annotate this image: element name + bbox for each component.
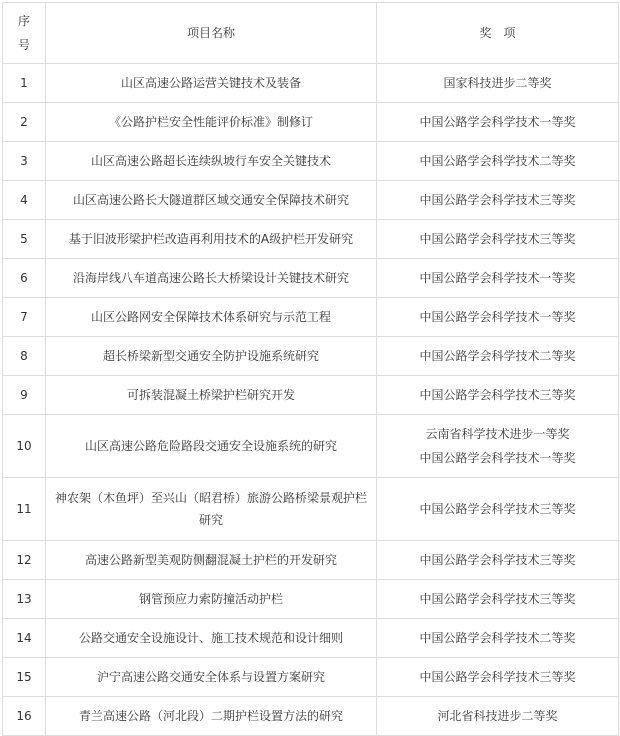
table-row [3, 580, 619, 619]
award-cell [377, 619, 619, 658]
award-cell [377, 697, 619, 736]
award-text: 中国公路学会科学技术一等奖 [419, 451, 576, 465]
project-name: 沿海岸线八车道高速公路长大桥梁设计关键技术研究 [46, 259, 377, 298]
project-name: 基于旧波形梁护栏改造再利用技术的A级护栏开发研究 [46, 220, 377, 259]
award-cell [377, 658, 619, 697]
project-name: 山区公路网安全保障技术体系研究与示范工程 [46, 298, 377, 337]
project-name: 高速公路新型美观防侧翻混凝土护栏的开发研究 [46, 541, 377, 580]
row-number: 13 [3, 580, 46, 619]
table-row [3, 64, 619, 103]
award-cell [377, 298, 619, 337]
award-cell [377, 541, 619, 580]
row-number: 15 [3, 658, 46, 697]
header-award: 奖 项 [377, 3, 619, 64]
project-name: 沪宁高速公路交通安全体系与设置方案研究 [46, 658, 377, 697]
project-name: 青兰高速公路（河北段）二期护栏设置方法的研究 [46, 697, 377, 736]
award-cell [377, 64, 619, 103]
table-row [3, 259, 619, 298]
award-cell [377, 337, 619, 376]
award-cell [377, 580, 619, 619]
award-cell [377, 259, 619, 298]
header-no-line2: 号 [17, 38, 30, 52]
table-row [3, 619, 619, 658]
row-number: 4 [3, 181, 46, 220]
table-header [3, 3, 619, 64]
award-text: 中国公路学会科学技术三等奖 [419, 502, 576, 516]
award-cell [377, 103, 619, 142]
project-name: 山区高速公路运营关键技术及装备 [46, 64, 377, 103]
table-row [3, 220, 619, 259]
project-name: 公路交通安全设施设计、施工技术规范和设计细则 [46, 619, 377, 658]
row-number: 6 [3, 259, 46, 298]
award-text: 中国公路学会科学技术二等奖 [419, 154, 576, 168]
row-number: 1 [3, 64, 46, 103]
award-text: 中国公路学会科学技术二等奖 [419, 631, 576, 645]
table-row [3, 142, 619, 181]
row-number: 10 [3, 415, 46, 478]
row-number: 12 [3, 541, 46, 580]
award-text: 中国公路学会科学技术一等奖 [419, 115, 576, 129]
project-name: 《公路护栏安全性能评价标准》制修订 [46, 103, 377, 142]
award-cell [377, 142, 619, 181]
header-no [3, 3, 46, 64]
row-number: 2 [3, 103, 46, 142]
project-name: 钢管预应力索防撞活动护栏 [46, 580, 377, 619]
award-text: 中国公路学会科学技术三等奖 [419, 553, 576, 567]
award-text: 云南省科学技术进步一等奖 [425, 427, 570, 441]
awards-table [2, 2, 619, 736]
award-cell [377, 376, 619, 415]
table-row [3, 478, 619, 541]
row-number: 11 [3, 478, 46, 541]
project-name: 山区高速公路危险路段交通安全设施系统的研究 [46, 415, 377, 478]
award-cell [377, 181, 619, 220]
table-row [3, 415, 619, 478]
award-text: 中国公路学会科学技术三等奖 [419, 193, 576, 207]
award-text: 中国公路学会科学技术三等奖 [419, 232, 576, 246]
table-row [3, 298, 619, 337]
table-body [3, 64, 619, 736]
award-text: 中国公路学会科学技术三等奖 [419, 388, 576, 402]
header-row [3, 3, 619, 64]
table-row [3, 541, 619, 580]
row-number: 7 [3, 298, 46, 337]
header-name: 项目名称 [46, 3, 377, 64]
award-text: 中国公路学会科学技术一等奖 [419, 271, 576, 285]
award-cell [377, 415, 619, 478]
award-text: 河北省科技进步二等奖 [437, 709, 558, 723]
project-name: 超长桥梁新型交通安全防护设施系统研究 [46, 337, 377, 376]
table-row [3, 181, 619, 220]
award-cell [377, 220, 619, 259]
row-number: 14 [3, 619, 46, 658]
award-text: 中国公路学会科学技术二等奖 [419, 349, 576, 363]
row-number: 9 [3, 376, 46, 415]
project-name: 神农架（木鱼坪）至兴山（昭君桥）旅游公路桥梁景观护栏研究 [46, 478, 377, 541]
table-row [3, 658, 619, 697]
header-no-line1: 序 [17, 14, 30, 28]
table-row [3, 103, 619, 142]
award-text: 中国公路学会科学技术三等奖 [419, 670, 576, 684]
project-name: 可拆装混凝土桥梁护栏研究开发 [46, 376, 377, 415]
award-cell [377, 478, 619, 541]
project-name: 山区高速公路超长连续纵坡行车安全关键技术 [46, 142, 377, 181]
row-number: 5 [3, 220, 46, 259]
row-number: 16 [3, 697, 46, 736]
table-row [3, 697, 619, 736]
award-text: 国家科技进步二等奖 [443, 76, 552, 90]
row-number: 8 [3, 337, 46, 376]
row-number: 3 [3, 142, 46, 181]
award-text: 中国公路学会科学技术一等奖 [419, 310, 576, 324]
table-row [3, 337, 619, 376]
award-text: 中国公路学会科学技术三等奖 [419, 592, 576, 606]
project-name: 山区高速公路长大隧道群区域交通安全保障技术研究 [46, 181, 377, 220]
table-row [3, 376, 619, 415]
